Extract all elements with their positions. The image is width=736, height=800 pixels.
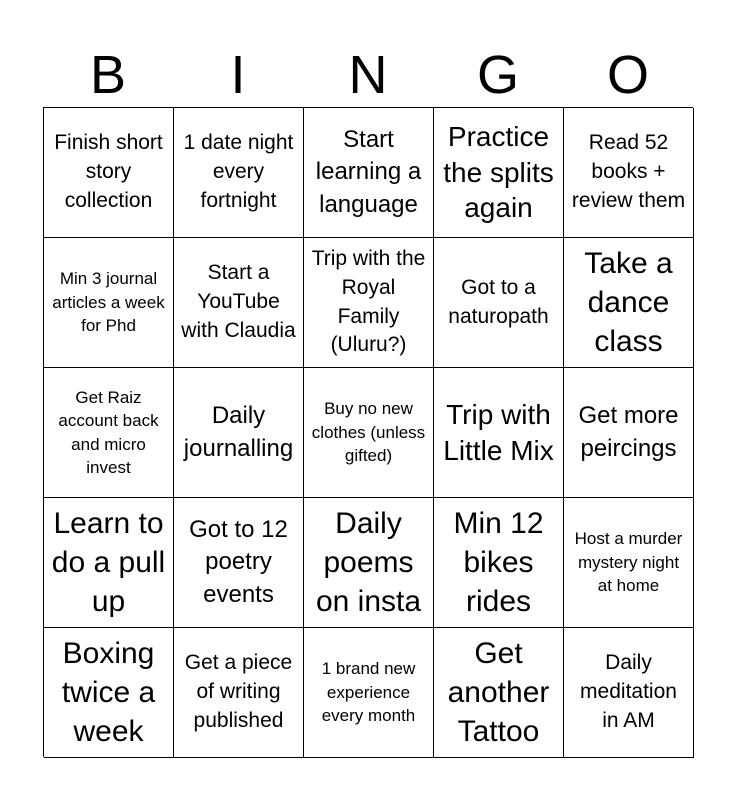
header-letter-n: N	[348, 45, 388, 105]
cell-text: Start learning a language	[315, 125, 422, 218]
bingo-cell-r1c4[interactable]	[434, 108, 564, 238]
cell-text: Daily meditation in AM	[580, 651, 677, 732]
cell-text: Learn to do a pull up	[51, 507, 166, 618]
cell-text: Get more peircings	[578, 401, 679, 462]
cell-text: Boxing twice a week	[61, 637, 156, 748]
cell-text: Trip with the Royal Family (Uluru?)	[311, 246, 426, 357]
cell-text: Buy no new clothes (unless gifted)	[311, 399, 426, 466]
cell-text: Read 52 books + review them	[571, 131, 686, 212]
bingo-cell-r2c3[interactable]	[304, 238, 434, 368]
bingo-cell-r4c2[interactable]	[174, 498, 304, 628]
header-letter-i: I	[230, 45, 246, 105]
bingo-cell-r1c2[interactable]	[174, 108, 304, 238]
bingo-cell-r5c5[interactable]	[564, 628, 694, 758]
cell-text: Got to a naturopath	[448, 275, 549, 328]
bingo-cell-r1c3[interactable]	[304, 108, 434, 238]
cell-text: Min 3 journal articles a week for Phd	[52, 269, 165, 336]
cell-text: Get a piece of writing published	[184, 651, 293, 732]
bingo-cell-r4c3[interactable]	[304, 498, 434, 628]
bingo-cell-r5c3[interactable]	[304, 628, 434, 758]
cell-text: 1 brand new experience every month	[321, 659, 416, 726]
cell-text: Daily poems on insta	[315, 507, 422, 618]
bingo-cell-r1c5[interactable]	[564, 108, 694, 238]
cell-text: Take a dance class	[584, 247, 673, 358]
cell-text: Got to 12 poetry events	[189, 515, 288, 608]
bingo-cell-r5c4[interactable]	[434, 628, 564, 758]
bingo-cell-r3c4[interactable]	[434, 368, 564, 498]
header-letter-b: B	[89, 45, 127, 105]
cell-text: Trip with Little Mix	[443, 398, 554, 466]
bingo-cell-r1c1[interactable]	[44, 108, 174, 238]
cell-text: Finish short story collection	[54, 131, 163, 212]
header-letter-o: O	[606, 45, 649, 105]
cell-text: Host a murder mystery night at home	[574, 529, 683, 596]
cell-text: Min 12 bikes rides	[453, 507, 544, 618]
bingo-cell-r2c1[interactable]	[44, 238, 174, 368]
bingo-cell-r4c4[interactable]	[434, 498, 564, 628]
cell-text: Start a YouTube with Claudia	[181, 261, 296, 342]
bingo-cell-r5c2[interactable]	[174, 628, 304, 758]
cell-text: Get Raiz account back and micro invest	[58, 387, 159, 477]
bingo-cell-r3c5[interactable]	[564, 368, 694, 498]
bingo-cell-r2c2[interactable]	[174, 238, 304, 368]
bingo-cell-r3c1[interactable]	[44, 368, 174, 498]
cell-text: 1 date night every fortnight	[183, 131, 294, 212]
bingo-cell-r3c3[interactable]	[304, 368, 434, 498]
bingo-board	[43, 107, 693, 757]
cell-text: Daily journalling	[183, 401, 294, 462]
bingo-cell-r2c5[interactable]	[564, 238, 694, 368]
bingo-cell-r5c1[interactable]	[44, 628, 174, 758]
bingo-cell-r4c1[interactable]	[44, 498, 174, 628]
bingo-header	[43, 42, 693, 108]
bingo-cell-r3c2[interactable]	[174, 368, 304, 498]
bingo-cell-r4c5[interactable]	[564, 498, 694, 628]
cell-text: Practice the splits again	[443, 121, 554, 224]
cell-text: Get another Tattoo	[447, 637, 550, 748]
bingo-cell-r2c4[interactable]	[434, 238, 564, 368]
header-letter-g: G	[476, 45, 519, 105]
